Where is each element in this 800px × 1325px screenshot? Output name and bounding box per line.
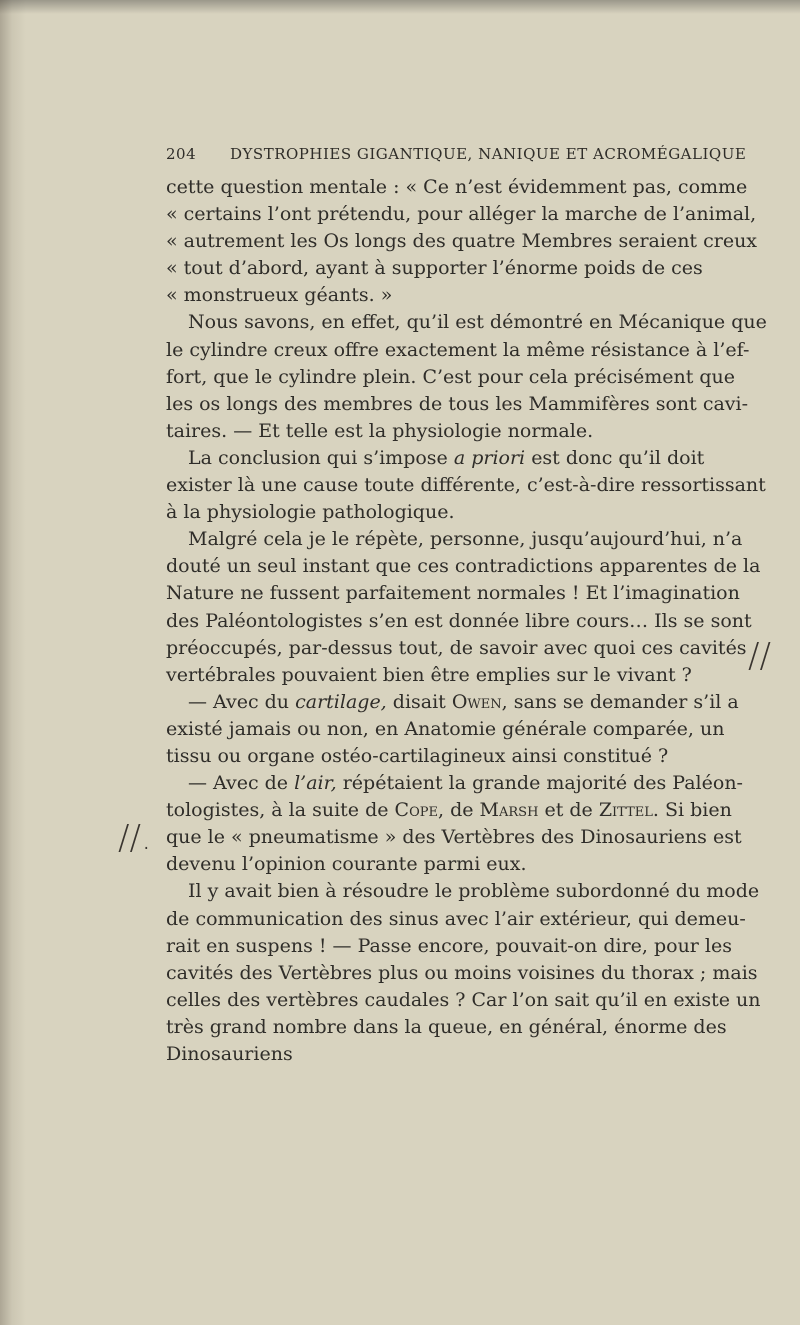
margin-annotation: //. — [118, 818, 152, 858]
text-line: cette question mentale : « Ce n’est évidemment pas, comme — [166, 176, 748, 198]
text-line: « certains l’ont prétendu, pour alléger la marche de l’animal, — [166, 203, 757, 226]
author-name: Cope, — [394, 799, 445, 822]
text-line: Malgré cela je le répète, personne, jusqu’aujourd’hui, n’a — [188, 528, 743, 551]
text-line — [166, 770, 742, 797]
text-line: « tout d’abord, ayant à supporter l’énorme poids de ces — [166, 257, 703, 280]
author-name: Zittel. — [598, 799, 659, 822]
text-line: Il y avait bien à résoudre le problème subordonné du mode — [188, 880, 760, 903]
text-line: Nature ne fussent parfaitement normales ! Et l’imagination — [166, 582, 740, 605]
text-line: très grand nombre dans la queue, en général, énorme des — [166, 1015, 727, 1038]
author-name: Marsh — [479, 799, 539, 822]
text-run: — Avec de — [188, 772, 289, 795]
italic-text: cartilage, — [295, 690, 387, 713]
text-line: vertébrales pouvaient bien être emplies sur le vivant ? — [166, 663, 692, 686]
text-line: douté un seul instant que ces contradictions apparentes de la — [166, 555, 761, 578]
text-line: exister là une cause toute différente, c’est-à-dire ressortissant — [166, 474, 766, 497]
running-header — [0, 145, 800, 169]
text-line — [166, 689, 742, 716]
text-line: devenu l’opinion courante parmi eux. — [166, 853, 527, 876]
text-line: les os longs des membres de tous les Mammifères sont cavi- — [166, 392, 749, 415]
italic-text: l’air, — [294, 772, 337, 795]
text-run: La conclusion qui s’impose — [188, 446, 448, 469]
text-line: Dinosauriens — [166, 1043, 293, 1065]
text-line: fort, que le cylindre plein. C’est pour cela précisément que — [166, 365, 736, 388]
running-title: DYSTROPHIES GIGANTIQUE, NANIQUE ET ACROMÉGALIQUE — [230, 145, 747, 163]
text-line: le cylindre creux offre exactement la même résistance à l’ef- — [166, 338, 750, 361]
text-run: Si bien — [664, 799, 732, 822]
text-line — [166, 445, 742, 472]
text-line: existé jamais ou non, en Anatomie générale comparée, un — [166, 717, 725, 740]
margin-annotation: // — [748, 636, 771, 676]
text-line: celles des vertèbres caudales ? Car l’on sait qu’il en existe un — [166, 988, 761, 1011]
text-run: sans se demander s’il a — [513, 690, 739, 713]
author-name: Owen, — [451, 690, 508, 713]
text-line: tissu ou organe ostéo-cartilagineux ainsi constitué ? — [166, 744, 669, 767]
text-run: des Paléontologistes s’en est donnée libre cours — [166, 609, 630, 632]
text-line — [166, 797, 742, 824]
text-line: à la physiologie pathologique. — [166, 501, 455, 524]
text-run: disait — [392, 690, 446, 713]
page-number: 204 — [166, 145, 197, 163]
text-line: que le « pneumatisme » des Vertèbres des Dinosauriens est — [166, 826, 742, 849]
text-line: « monstrueux géants. » — [166, 284, 393, 307]
text-run: Ils se sont — [654, 609, 752, 632]
text-run: — Avec du — [188, 690, 290, 713]
text-run: est donc qu’il doit — [531, 446, 705, 469]
text-line — [166, 608, 752, 635]
body-text — [166, 174, 767, 1068]
text-line: « autrement les Os longs des quatre Membres seraient creux — [166, 230, 758, 253]
text-run: et de — [544, 799, 593, 822]
text-line: Nous savons, en effet, qu’il est démontré en Mécanique que — [188, 311, 767, 334]
text-run: répétaient la grande majorité des Paléon- — [342, 772, 743, 795]
text-run: tologistes, à la suite de — [166, 799, 389, 822]
text-line: préoccupés, par-dessus tout, de savoir avec quoi ces cavités — [166, 636, 747, 659]
text-run: de — [450, 799, 474, 822]
text-line: rait en suspens ! — Passe encore, pouvait-on dire, pour les — [166, 934, 733, 957]
text-line: cavités des Vertèbres plus ou moins voisines du thorax ; mais — [166, 961, 758, 984]
text-line: de communication des sinus avec l’air extérieur, qui demeu- — [166, 907, 746, 930]
italic-text: a priori — [453, 446, 526, 469]
text-line: taires. — Et telle est la physiologie normale. — [166, 419, 594, 442]
ellipsis: … — [629, 609, 649, 632]
